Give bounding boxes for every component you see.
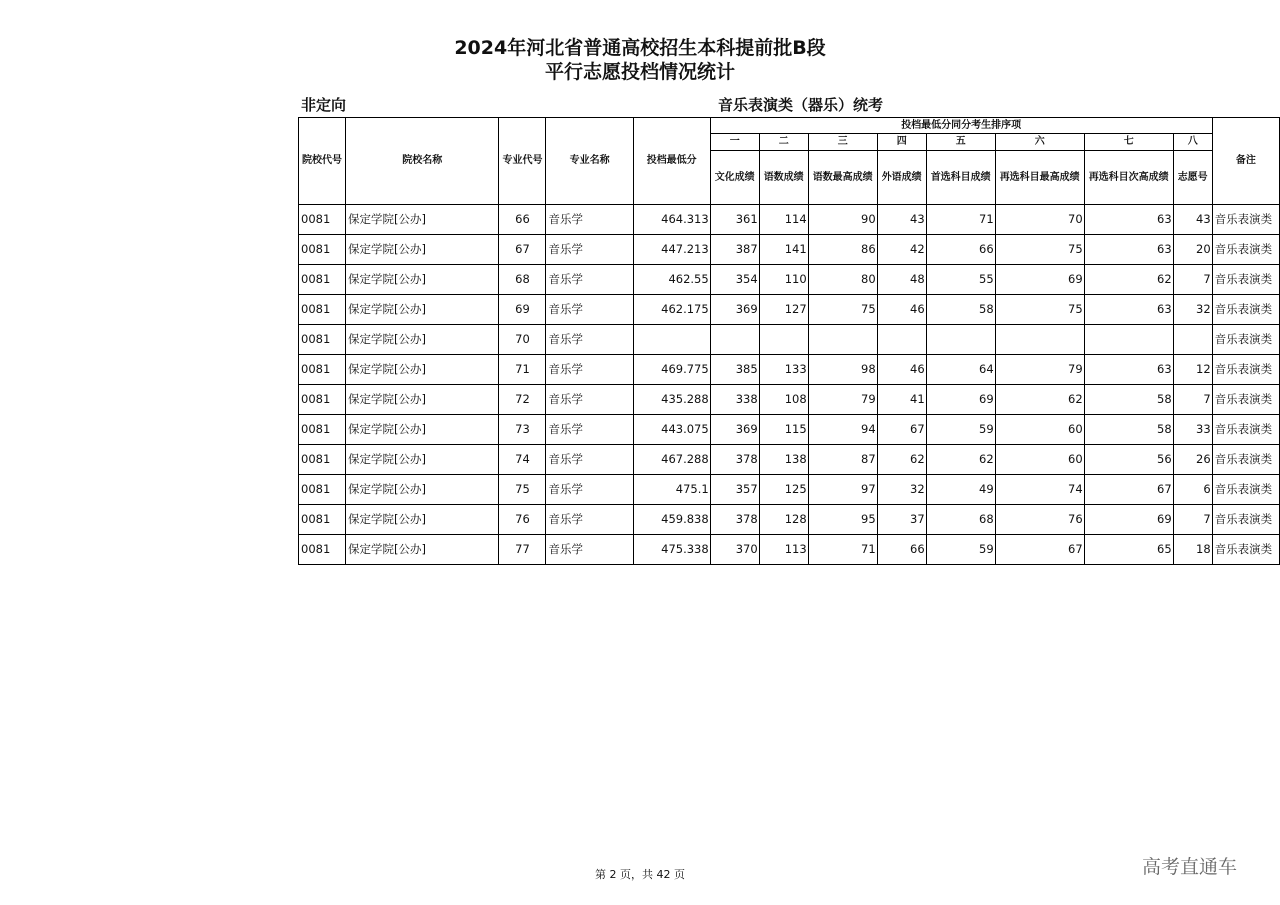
table-row [299, 295, 1280, 325]
cell-rank-3: 71 [808, 535, 877, 565]
cell-remark: 音乐表演类 [1212, 205, 1279, 235]
cell-rank-4: 32 [877, 475, 926, 505]
cell-rank-6: 67 [995, 535, 1084, 565]
cell-rank-1: 338 [710, 385, 759, 415]
cell-major-name: 音乐学 [546, 265, 633, 295]
cell-min-score: 462.175 [633, 295, 710, 325]
cell-rank-6: 75 [995, 295, 1084, 325]
cell-rank-5: 59 [926, 415, 995, 445]
cell-rank-8: 43 [1173, 205, 1212, 235]
cell-rank-8: 20 [1173, 235, 1212, 265]
cell-min-score: 462.55 [633, 265, 710, 295]
cell-rank-5: 64 [926, 355, 995, 385]
cell-school-code: 0081 [299, 505, 346, 535]
cell-min-score: 435.288 [633, 385, 710, 415]
cell-major-name: 音乐学 [546, 445, 633, 475]
rank-item-2: 语数成绩 [759, 151, 808, 205]
cell-rank-3: 94 [808, 415, 877, 445]
cell-rank-8: 6 [1173, 475, 1212, 505]
cell-school-code: 0081 [299, 535, 346, 565]
cell-school-name: 保定学院[公办] [346, 205, 499, 235]
cell-rank-6: 60 [995, 445, 1084, 475]
table-row [299, 265, 1280, 295]
cell-school-name: 保定学院[公办] [346, 355, 499, 385]
table-row [299, 535, 1280, 565]
cell-rank-8: 7 [1173, 505, 1212, 535]
cell-min-score: 443.075 [633, 415, 710, 445]
cell-rank-2: 108 [759, 385, 808, 415]
document-title-line2: 平行志愿投档情况统计 [544, 61, 735, 83]
cell-school-name: 保定学院[公办] [346, 235, 499, 265]
cell-school-code: 0081 [299, 475, 346, 505]
col-header-school-name: 院校名称 [346, 118, 499, 205]
cell-rank-5: 71 [926, 205, 995, 235]
cell-rank-1: 378 [710, 445, 759, 475]
cell-min-score [633, 325, 710, 355]
cell-major-code: 76 [499, 505, 546, 535]
cell-school-code: 0081 [299, 325, 346, 355]
subtitle-right: 音乐表演类（器乐）统考 [718, 96, 884, 114]
cell-rank-3: 87 [808, 445, 877, 475]
cell-school-name: 保定学院[公办] [346, 535, 499, 565]
cell-major-code: 73 [499, 415, 546, 445]
cell-rank-3 [808, 325, 877, 355]
rank-number-8: 八 [1173, 134, 1212, 151]
rank-number-1: 一 [710, 134, 759, 151]
cell-remark: 音乐表演类 [1212, 475, 1279, 505]
table-row [299, 205, 1280, 235]
cell-school-code: 0081 [299, 295, 346, 325]
cell-school-name: 保定学院[公办] [346, 295, 499, 325]
cell-rank-4: 41 [877, 385, 926, 415]
cell-school-code: 0081 [299, 265, 346, 295]
cell-remark: 音乐表演类 [1212, 325, 1279, 355]
cell-rank-4: 62 [877, 445, 926, 475]
cell-rank-6: 75 [995, 235, 1084, 265]
cell-rank-3: 79 [808, 385, 877, 415]
table-row [299, 235, 1280, 265]
cell-rank-8: 12 [1173, 355, 1212, 385]
cell-rank-8: 7 [1173, 265, 1212, 295]
cell-min-score: 467.288 [633, 445, 710, 475]
cell-rank-1: 387 [710, 235, 759, 265]
cell-rank-8: 26 [1173, 445, 1212, 475]
rank-number-5: 五 [926, 134, 995, 151]
cell-school-name: 保定学院[公办] [346, 265, 499, 295]
cell-remark: 音乐表演类 [1212, 445, 1279, 475]
table-row [299, 445, 1280, 475]
col-header-major-name: 专业名称 [546, 118, 633, 205]
cell-school-code: 0081 [299, 385, 346, 415]
rank-number-7: 七 [1084, 134, 1173, 151]
cell-rank-7: 63 [1084, 295, 1173, 325]
cell-school-code: 0081 [299, 235, 346, 265]
admission-table [298, 117, 1280, 565]
cell-rank-2: 125 [759, 475, 808, 505]
cell-rank-5: 66 [926, 235, 995, 265]
cell-rank-2: 127 [759, 295, 808, 325]
cell-rank-8: 7 [1173, 385, 1212, 415]
rank-number-4: 四 [877, 134, 926, 151]
cell-major-code: 77 [499, 535, 546, 565]
cell-major-code: 75 [499, 475, 546, 505]
rank-item-8: 志愿号 [1173, 151, 1212, 205]
rank-item-5: 首选科目成绩 [926, 151, 995, 205]
cell-rank-6: 79 [995, 355, 1084, 385]
page-number: 第 2 页，共 42 页 [595, 868, 685, 881]
cell-rank-1: 354 [710, 265, 759, 295]
cell-school-code: 0081 [299, 205, 346, 235]
cell-school-code: 0081 [299, 415, 346, 445]
watermark: 高考直通车 [1142, 856, 1238, 878]
cell-major-name: 音乐学 [546, 295, 633, 325]
cell-rank-2: 113 [759, 535, 808, 565]
cell-rank-4: 43 [877, 205, 926, 235]
cell-school-code: 0081 [299, 445, 346, 475]
cell-major-name: 音乐学 [546, 355, 633, 385]
cell-rank-6: 62 [995, 385, 1084, 415]
cell-major-name: 音乐学 [546, 235, 633, 265]
cell-rank-6: 69 [995, 265, 1084, 295]
cell-rank-3: 75 [808, 295, 877, 325]
cell-school-code: 0081 [299, 355, 346, 385]
rank-number-6: 六 [995, 134, 1084, 151]
cell-remark: 音乐表演类 [1212, 355, 1279, 385]
cell-remark: 音乐表演类 [1212, 265, 1279, 295]
cell-rank-7: 63 [1084, 355, 1173, 385]
cell-major-code: 72 [499, 385, 546, 415]
cell-major-name: 音乐学 [546, 205, 633, 235]
cell-rank-5: 59 [926, 535, 995, 565]
cell-rank-2: 133 [759, 355, 808, 385]
table-row [299, 355, 1280, 385]
table-row [299, 505, 1280, 535]
cell-rank-4: 66 [877, 535, 926, 565]
cell-rank-8: 18 [1173, 535, 1212, 565]
cell-remark: 音乐表演类 [1212, 535, 1279, 565]
cell-rank-3: 98 [808, 355, 877, 385]
cell-rank-7: 63 [1084, 205, 1173, 235]
cell-rank-4: 42 [877, 235, 926, 265]
cell-rank-8 [1173, 325, 1212, 355]
cell-major-name: 音乐学 [546, 325, 633, 355]
cell-rank-1 [710, 325, 759, 355]
table-row [299, 475, 1280, 505]
cell-rank-2: 115 [759, 415, 808, 445]
cell-rank-7: 58 [1084, 385, 1173, 415]
cell-min-score: 464.313 [633, 205, 710, 235]
rank-number-2: 二 [759, 134, 808, 151]
cell-rank-2 [759, 325, 808, 355]
cell-rank-7: 62 [1084, 265, 1173, 295]
cell-min-score: 447.213 [633, 235, 710, 265]
cell-rank-6: 60 [995, 415, 1084, 445]
cell-rank-1: 361 [710, 205, 759, 235]
cell-rank-7: 58 [1084, 415, 1173, 445]
cell-remark: 音乐表演类 [1212, 415, 1279, 445]
cell-min-score: 469.775 [633, 355, 710, 385]
rank-item-1: 文化成绩 [710, 151, 759, 205]
subtitle-left: 非定向 [301, 96, 347, 114]
cell-min-score: 475.338 [633, 535, 710, 565]
cell-min-score: 475.1 [633, 475, 710, 505]
cell-major-code: 66 [499, 205, 546, 235]
cell-rank-4 [877, 325, 926, 355]
cell-major-code: 70 [499, 325, 546, 355]
cell-rank-1: 357 [710, 475, 759, 505]
cell-rank-5: 49 [926, 475, 995, 505]
cell-rank-1: 385 [710, 355, 759, 385]
cell-rank-1: 378 [710, 505, 759, 535]
cell-rank-7: 69 [1084, 505, 1173, 535]
cell-rank-1: 370 [710, 535, 759, 565]
cell-rank-7: 63 [1084, 235, 1173, 265]
cell-rank-3: 97 [808, 475, 877, 505]
cell-major-name: 音乐学 [546, 385, 633, 415]
cell-rank-3: 95 [808, 505, 877, 535]
rank-number-3: 三 [808, 134, 877, 151]
cell-rank-2: 114 [759, 205, 808, 235]
cell-remark: 音乐表演类 [1212, 295, 1279, 325]
table-row [299, 385, 1280, 415]
col-header-major-code: 专业代号 [499, 118, 546, 205]
col-header-school-code: 院校代号 [299, 118, 346, 205]
cell-rank-7: 65 [1084, 535, 1173, 565]
cell-min-score: 459.838 [633, 505, 710, 535]
cell-school-name: 保定学院[公办] [346, 385, 499, 415]
cell-remark: 音乐表演类 [1212, 505, 1279, 535]
cell-rank-1: 369 [710, 295, 759, 325]
document-title-line1: 2024年河北省普通高校招生本科提前批B段 [454, 37, 826, 59]
cell-rank-3: 80 [808, 265, 877, 295]
col-header-min-score: 投档最低分 [633, 118, 710, 205]
cell-rank-5: 69 [926, 385, 995, 415]
cell-rank-6: 74 [995, 475, 1084, 505]
cell-rank-2: 141 [759, 235, 808, 265]
rank-item-3: 语数最高成绩 [808, 151, 877, 205]
cell-rank-5: 68 [926, 505, 995, 535]
cell-remark: 音乐表演类 [1212, 385, 1279, 415]
table-header [299, 118, 1280, 205]
cell-major-code: 71 [499, 355, 546, 385]
cell-rank-2: 110 [759, 265, 808, 295]
cell-school-name: 保定学院[公办] [346, 475, 499, 505]
cell-remark: 音乐表演类 [1212, 235, 1279, 265]
cell-school-name: 保定学院[公办] [346, 505, 499, 535]
cell-major-code: 74 [499, 445, 546, 475]
cell-major-code: 67 [499, 235, 546, 265]
cell-rank-4: 48 [877, 265, 926, 295]
cell-rank-7 [1084, 325, 1173, 355]
cell-rank-5: 58 [926, 295, 995, 325]
cell-rank-2: 128 [759, 505, 808, 535]
cell-rank-1: 369 [710, 415, 759, 445]
col-header-remarks: 备注 [1212, 118, 1279, 205]
cell-rank-4: 67 [877, 415, 926, 445]
cell-rank-5: 55 [926, 265, 995, 295]
cell-rank-6: 70 [995, 205, 1084, 235]
cell-rank-3: 86 [808, 235, 877, 265]
cell-rank-7: 56 [1084, 445, 1173, 475]
cell-rank-8: 33 [1173, 415, 1212, 445]
cell-major-name: 音乐学 [546, 475, 633, 505]
cell-rank-8: 32 [1173, 295, 1212, 325]
cell-rank-4: 46 [877, 355, 926, 385]
rank-item-7: 再选科目次高成绩 [1084, 151, 1173, 205]
rank-item-4: 外语成绩 [877, 151, 926, 205]
cell-rank-6 [995, 325, 1084, 355]
cell-major-code: 69 [499, 295, 546, 325]
cell-school-name: 保定学院[公办] [346, 325, 499, 355]
table-body [299, 205, 1280, 565]
cell-rank-5: 62 [926, 445, 995, 475]
cell-school-name: 保定学院[公办] [346, 415, 499, 445]
cell-rank-2: 138 [759, 445, 808, 475]
cell-rank-7: 67 [1084, 475, 1173, 505]
rank-item-6: 再选科目最高成绩 [995, 151, 1084, 205]
table-row [299, 415, 1280, 445]
cell-rank-4: 37 [877, 505, 926, 535]
cell-major-code: 68 [499, 265, 546, 295]
cell-school-name: 保定学院[公办] [346, 445, 499, 475]
cell-rank-6: 76 [995, 505, 1084, 535]
cell-major-name: 音乐学 [546, 505, 633, 535]
cell-major-name: 音乐学 [546, 535, 633, 565]
cell-rank-5 [926, 325, 995, 355]
table-row [299, 325, 1280, 355]
col-header-rank-group: 投档最低分同分考生排序项 [710, 118, 1212, 134]
cell-major-name: 音乐学 [546, 415, 633, 445]
cell-rank-4: 46 [877, 295, 926, 325]
cell-rank-3: 90 [808, 205, 877, 235]
